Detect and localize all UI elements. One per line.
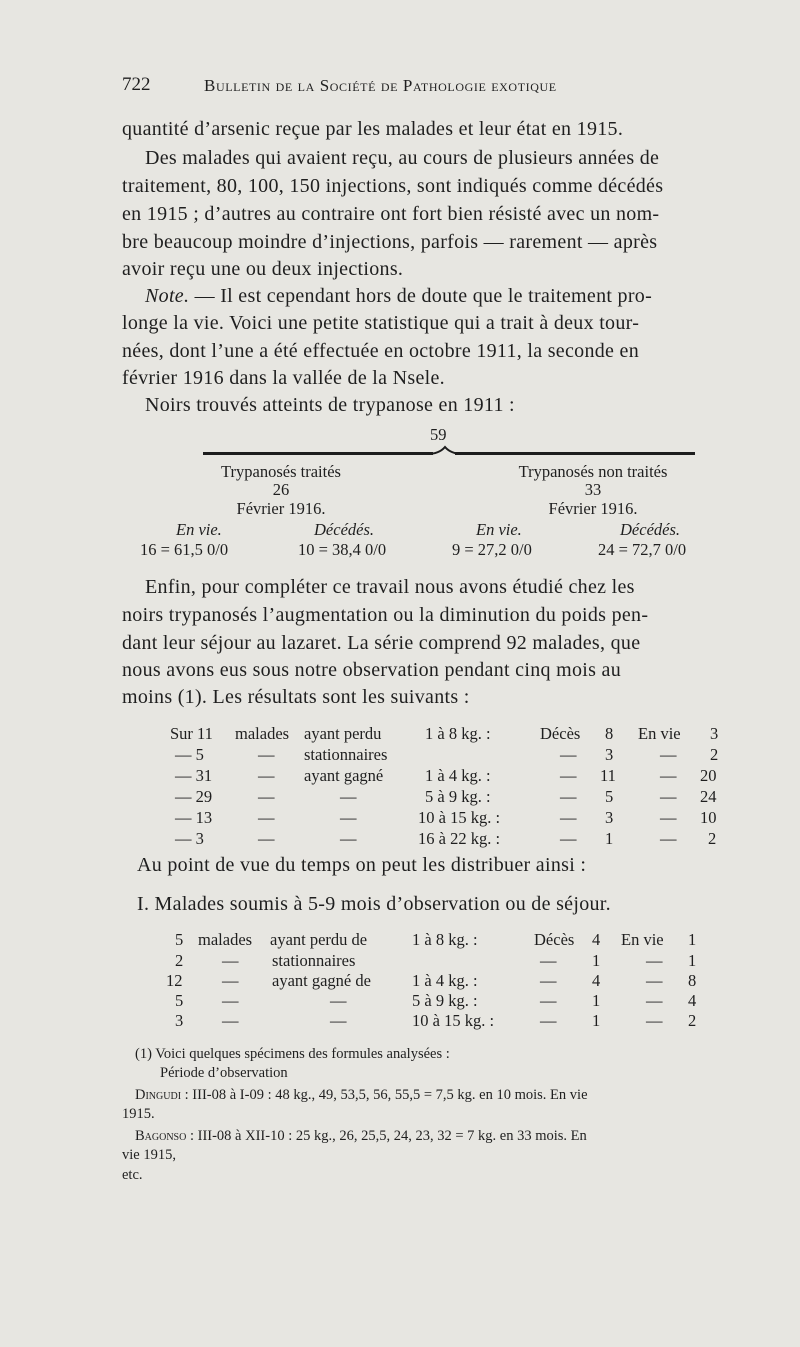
patient-name: Dingudi	[135, 1087, 182, 1103]
body-line: Enfin, pour compléter ce travail nous avons étudié chez les	[145, 576, 635, 598]
t1-cell: —	[660, 808, 677, 827]
t2-cell: —	[540, 951, 557, 970]
t1-cell: ayant perdu	[304, 724, 382, 743]
footnote-line: Période d’observation	[160, 1065, 288, 1081]
t1-cell: — 29	[175, 787, 213, 806]
t2-cell: —	[540, 991, 557, 1010]
treated-alive-label: En vie.	[176, 520, 222, 539]
t2-cell: —	[222, 951, 239, 970]
t1-cell: 10	[700, 808, 717, 827]
footnote-line	[135, 1087, 588, 1104]
treated-dead-value: 10 = 38,4 0/0	[298, 540, 387, 559]
t1-cell: 1 à 4 kg. :	[425, 766, 491, 785]
t1-cell: —	[258, 766, 275, 785]
treated-date: Février 1916.	[236, 499, 326, 518]
t2-cell: 3	[175, 1011, 184, 1030]
body-line: traitement, 80, 100, 150 injections, sont indiqués comme décédés	[122, 175, 664, 197]
t1-cell: Sur 11	[170, 724, 213, 743]
t1-cell: —	[660, 787, 677, 806]
t2-cell: 1 à 4 kg. :	[412, 971, 478, 990]
untreated-date: Février 1916.	[548, 499, 638, 518]
footnote-line: etc.	[122, 1167, 143, 1183]
body-line: noirs trypanosés l’augmentation ou la diminution du poids pen-	[122, 604, 649, 626]
t1-cell: 3	[605, 808, 614, 827]
t2-cell: 4	[592, 930, 601, 949]
t1-cell: 24	[700, 787, 717, 806]
t1-cell: —	[340, 829, 357, 848]
t1-cell: —	[258, 787, 275, 806]
t1-cell: —	[340, 787, 357, 806]
brace-right	[455, 452, 695, 455]
total-count: 59	[430, 425, 447, 444]
body-line: en 1915 ; d’autres au contraire ont fort bien résisté avec un nom-	[122, 203, 660, 225]
t2-cell: ayant gagné de	[272, 971, 371, 990]
untreated-count: 33	[584, 480, 602, 499]
t2-cell: stationnaires	[272, 951, 356, 970]
untreated-alive-label: En vie.	[476, 520, 522, 539]
treated-alive-value: 16 = 61,5 0/0	[140, 540, 229, 559]
t2-cell: 4	[688, 991, 697, 1010]
body-line: avoir reçu une ou deux injections.	[122, 258, 404, 280]
t1-cell: —	[340, 808, 357, 827]
t1-cell: —	[560, 745, 577, 764]
treated-heading: Trypanosés traités	[221, 462, 341, 481]
patient-name: Bagonso	[135, 1128, 187, 1144]
footnote-line: vie 1915,	[122, 1147, 176, 1163]
t1-cell: — 13	[175, 808, 213, 827]
t2-cell: 8	[688, 971, 697, 990]
t1-cell: 3	[710, 724, 719, 743]
patient-data: : III-08 à I-09 : 48 kg., 49, 53,5, 56, 55,5 = 7,5 kg. en 10 mois. En vie	[181, 1087, 588, 1103]
treated-count: 26	[272, 480, 290, 499]
body-line: longe la vie. Voici une petite statistique qui a trait à deux tour-	[122, 312, 640, 334]
footnote-line: (1) Voici quelques spécimens des formules analysées :	[135, 1046, 450, 1062]
t2-cell: —	[646, 991, 663, 1010]
body-line: Au point de vue du temps on peut les distribuer ainsi :	[137, 854, 587, 876]
t2-cell: 1	[688, 951, 697, 970]
t1-cell: —	[660, 745, 677, 764]
t1-cell: —	[258, 745, 275, 764]
body-line: dant leur séjour au lazaret. La série comprend 92 malades, que	[122, 632, 641, 654]
note-text: — Il est cependant hors de doute que le traitement pro-	[194, 285, 653, 307]
t2-cell: 1	[592, 1011, 601, 1030]
t2-cell: 5	[175, 930, 184, 949]
t2-cell: En vie	[621, 930, 664, 949]
t1-cell: —	[560, 829, 577, 848]
t2-cell: —	[646, 1011, 663, 1030]
t1-cell: 5 à 9 kg. :	[425, 787, 491, 806]
t2-cell: 5 à 9 kg. :	[412, 991, 478, 1010]
t2-cell: 1	[592, 951, 601, 970]
t1-cell: En vie	[638, 724, 681, 743]
t1-cell: 8	[605, 724, 614, 743]
body-line: nées, dont l’une a été effectuée en octobre 1911, la seconde en	[122, 340, 640, 362]
t2-cell: 10 à 15 kg. :	[412, 1011, 495, 1030]
section-heading: I. Malades soumis à 5-9 mois d’observation ou de séjour.	[137, 893, 611, 915]
body-line: quantité d’arsenic reçue par les malades et leur état en 1915.	[122, 118, 624, 140]
t2-cell: malades	[198, 930, 253, 949]
running-header	[122, 74, 557, 96]
t1-cell: — 3	[175, 829, 204, 848]
journal-title: Bulletin de la Société de Pathologie exotique	[204, 76, 557, 95]
t2-cell: —	[646, 951, 663, 970]
untreated-dead-value: 24 = 72,7 0/0	[598, 540, 687, 559]
t2-cell: —	[222, 991, 239, 1010]
t1-cell: —	[660, 829, 677, 848]
t2-cell: 1	[592, 991, 601, 1010]
t2-cell: 1	[688, 930, 697, 949]
t1-cell: 1	[605, 829, 614, 848]
t1-cell: ayant gagné	[304, 766, 384, 785]
t1-cell: — 31	[175, 766, 213, 785]
t2-cell: —	[222, 971, 239, 990]
t1-cell: —	[660, 766, 677, 785]
brace-left	[203, 452, 433, 455]
t1-cell: 10 à 15 kg. :	[418, 808, 501, 827]
untreated-heading: Trypanosés non traités	[518, 462, 668, 481]
t1-cell: 11	[600, 766, 616, 785]
t2-cell: —	[540, 971, 557, 990]
t1-cell: —	[560, 787, 577, 806]
body-line: Noirs trouvés atteints de trypanose en 1911 :	[145, 394, 515, 416]
t1-cell: 2	[710, 745, 719, 764]
note-line	[145, 285, 652, 308]
t1-cell: 3	[605, 745, 614, 764]
t1-cell: 20	[700, 766, 717, 785]
footnote-line: 1915.	[122, 1106, 155, 1122]
t2-cell: 4	[592, 971, 601, 990]
t2-cell: 12	[166, 971, 183, 990]
note-label: Note.	[145, 285, 190, 307]
t2-cell: —	[330, 991, 347, 1010]
t2-cell: 1 à 8 kg. :	[412, 930, 478, 949]
t1-cell: Décès	[540, 724, 581, 743]
body-line: Des malades qui avaient reçu, au cours de plusieurs années de	[145, 147, 660, 169]
body-line: février 1916 dans la vallée de la Nsele.	[122, 367, 445, 389]
t1-cell: —	[258, 808, 275, 827]
t1-cell: 2	[708, 829, 717, 848]
t2-cell: 2	[688, 1011, 697, 1030]
t1-cell: malades	[235, 724, 290, 743]
page-number: 722	[122, 74, 151, 95]
treated-dead-label: Décédés.	[314, 520, 375, 539]
footnote-line	[135, 1128, 587, 1145]
untreated-alive-value: 9 = 27,2 0/0	[452, 540, 532, 559]
t1-cell: 16 à 22 kg. :	[418, 829, 501, 848]
body-line: nous avons eus sous notre observation pendant cinq mois au	[122, 659, 621, 681]
t2-cell: 5	[175, 991, 184, 1010]
t1-cell: stationnaires	[304, 745, 388, 764]
t2-cell: —	[222, 1011, 239, 1030]
patient-data: : III-08 à XII-10 : 25 kg., 26, 25,5, 24, 23, 32 = 7 kg. en 33 mois. En	[186, 1128, 587, 1144]
body-line: moins (1). Les résultats sont les suivants :	[122, 686, 470, 708]
body-line: bre beaucoup moindre d’injections, parfois — rarement — après	[122, 231, 658, 253]
t2-cell: —	[540, 1011, 557, 1030]
t1-cell: —	[560, 808, 577, 827]
t1-cell: 1 à 8 kg. :	[425, 724, 491, 743]
t2-cell: 2	[175, 951, 184, 970]
t1-cell: — 5	[175, 745, 204, 764]
untreated-dead-label: Décédés.	[620, 520, 681, 539]
t1-cell: 5	[605, 787, 614, 806]
brace-tip	[425, 445, 465, 459]
t1-cell: —	[560, 766, 577, 785]
t2-cell: ayant perdu de	[270, 930, 368, 949]
t2-cell: —	[330, 1011, 347, 1030]
t2-cell: —	[646, 971, 663, 990]
t2-cell: Décès	[534, 930, 575, 949]
t1-cell: —	[258, 829, 275, 848]
